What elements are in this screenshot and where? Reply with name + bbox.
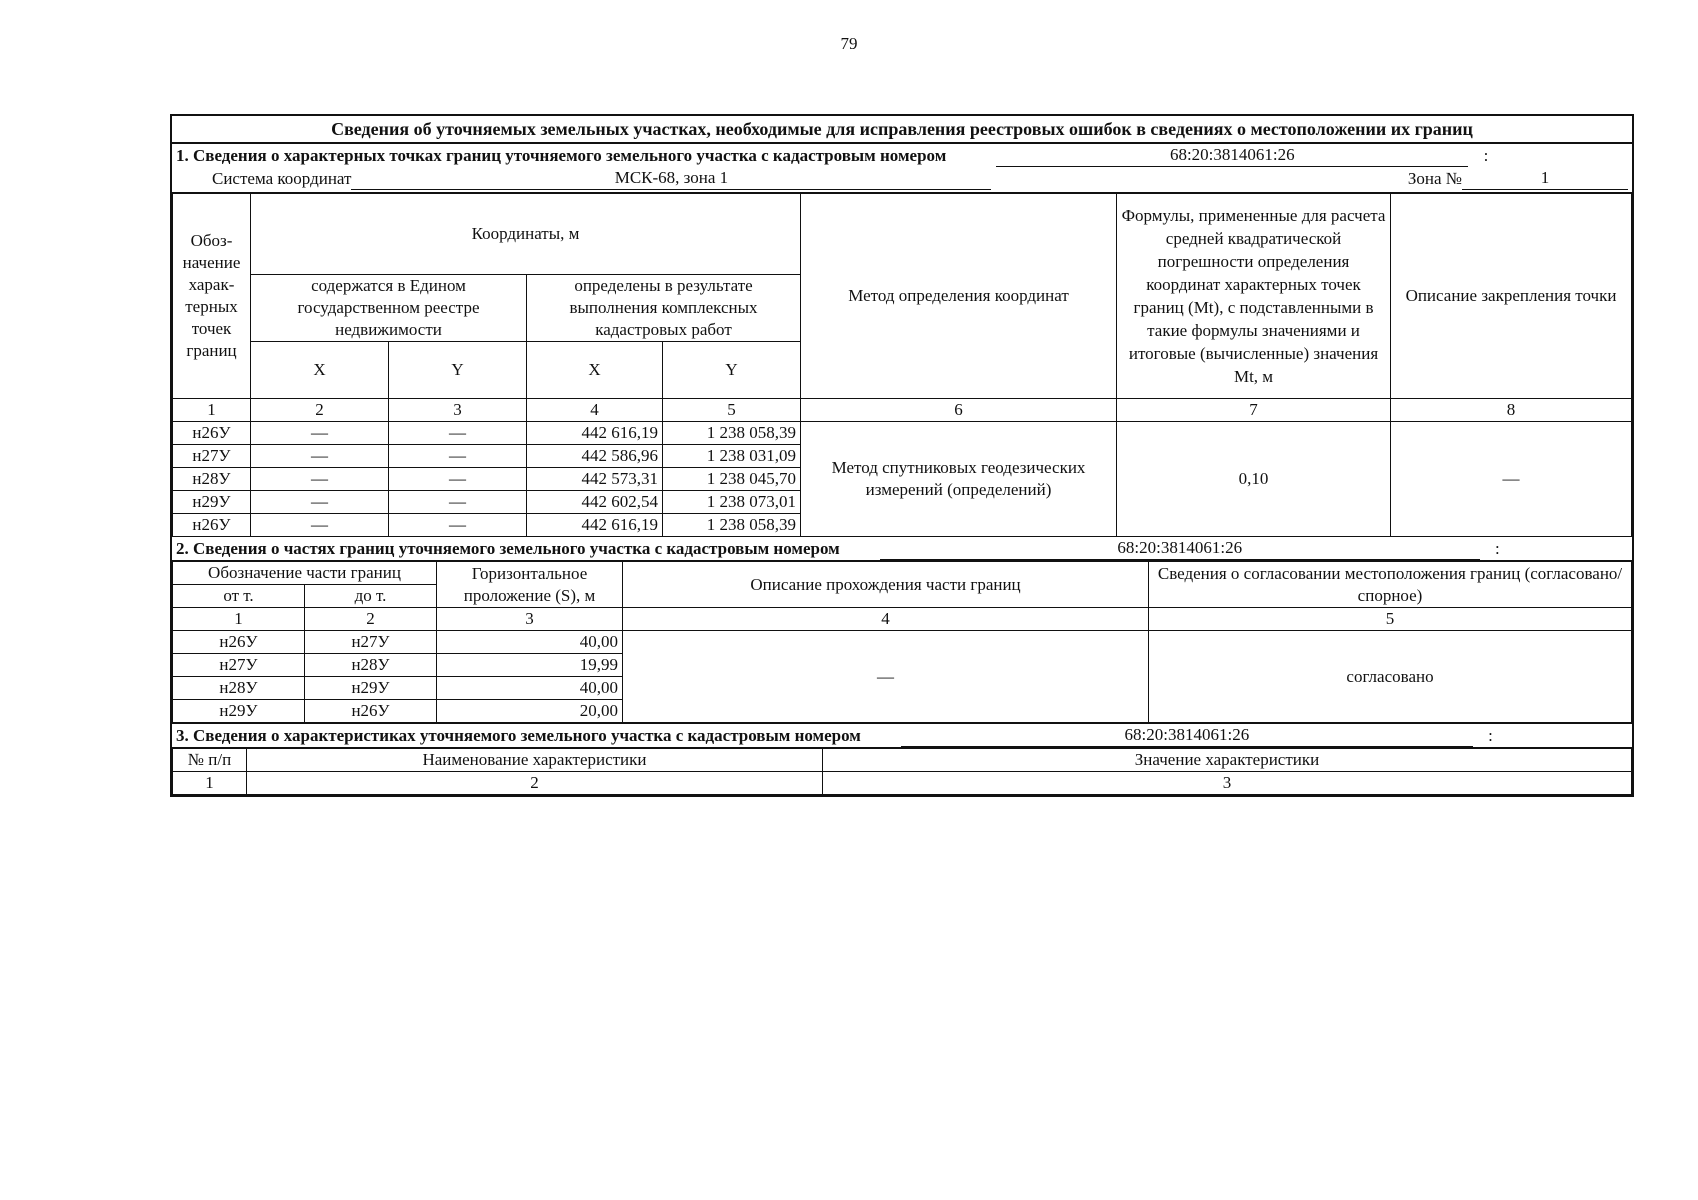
document-form bbox=[170, 114, 1634, 797]
section3-label: 3. Сведения о характеристиках уточняемого земельного участка с кадастровым номером bbox=[176, 726, 861, 745]
x-value: 442 586,96 bbox=[527, 445, 663, 468]
x-value: 442 616,19 bbox=[527, 514, 663, 537]
hdr-method: Метод определения координат bbox=[801, 194, 1117, 399]
characteristics-table bbox=[172, 748, 1632, 795]
section1-header bbox=[172, 144, 1632, 193]
col-number: 5 bbox=[1149, 608, 1632, 631]
col-number-row bbox=[173, 608, 1632, 631]
section2-cadastral: 68:20:3814061:26 bbox=[880, 537, 1480, 560]
x-egrn: — bbox=[251, 445, 389, 468]
section3-colon: : bbox=[1488, 726, 1493, 745]
x-value: 442 573,31 bbox=[527, 468, 663, 491]
x-egrn: — bbox=[251, 491, 389, 514]
y-egrn: — bbox=[389, 468, 527, 491]
method-value: Метод спутниковых геодезических измерений (определений) bbox=[801, 422, 1117, 537]
x-egrn: — bbox=[251, 514, 389, 537]
col-number: 1 bbox=[173, 399, 251, 422]
hdr-in-egrn: содержатся в Едином государственном реестре недвижимости bbox=[251, 275, 527, 342]
point-name: н27У bbox=[173, 445, 251, 468]
x-value: 442 602,54 bbox=[527, 491, 663, 514]
coord-system-label: Система координат bbox=[212, 169, 352, 188]
table-row bbox=[173, 422, 1632, 445]
from-point: н26У bbox=[173, 631, 305, 654]
from-point: н29У bbox=[173, 700, 305, 723]
x-value: 442 616,19 bbox=[527, 422, 663, 445]
col-number: 2 bbox=[251, 399, 389, 422]
hdr-from-works: определены в результате выполнения комплексных кадастровых работ bbox=[527, 275, 801, 342]
col-number: 3 bbox=[437, 608, 623, 631]
parts-table bbox=[172, 561, 1632, 723]
section1-cadastral: 68:20:3814061:26 bbox=[996, 144, 1468, 167]
fixing-value: — bbox=[1391, 422, 1632, 537]
points-table bbox=[172, 193, 1632, 537]
y-value: 1 238 045,70 bbox=[663, 468, 801, 491]
zone-label: Зона № bbox=[1407, 169, 1462, 188]
col-number: 2 bbox=[305, 608, 437, 631]
section3-header bbox=[172, 723, 1632, 748]
col-number: 4 bbox=[623, 608, 1149, 631]
to-point: н28У bbox=[305, 654, 437, 677]
hdr-description: Описание прохождения части границ bbox=[623, 562, 1149, 608]
y-egrn: — bbox=[389, 491, 527, 514]
hdr-designation: Обоз-начение харак-терных точек границ bbox=[173, 194, 251, 399]
y-egrn: — bbox=[389, 514, 527, 537]
point-name: н26У bbox=[173, 514, 251, 537]
col-number: 3 bbox=[823, 772, 1632, 795]
mt-value: 0,10 bbox=[1117, 422, 1391, 537]
section1-label: 1. Сведения о характерных точках границ уточняемого земельного участка с кадастровым номером bbox=[176, 146, 947, 165]
page-number: 79 bbox=[840, 34, 858, 53]
table-row bbox=[173, 631, 1632, 654]
length-value: 40,00 bbox=[437, 677, 623, 700]
y-value: 1 238 058,39 bbox=[663, 422, 801, 445]
length-value: 40,00 bbox=[437, 631, 623, 654]
section3-cadastral: 68:20:3814061:26 bbox=[901, 724, 1473, 747]
hdr-name: Наименование характеристики bbox=[247, 749, 823, 772]
hdr-x2: X bbox=[527, 342, 663, 399]
y-value: 1 238 031,09 bbox=[663, 445, 801, 468]
x-egrn: — bbox=[251, 422, 389, 445]
col-number: 7 bbox=[1117, 399, 1391, 422]
hdr-num: № п/п bbox=[173, 749, 247, 772]
section2-colon: : bbox=[1495, 539, 1500, 558]
point-name: н28У bbox=[173, 468, 251, 491]
zone-value: 1 bbox=[1462, 167, 1628, 190]
hdr-from: от т. bbox=[173, 585, 305, 608]
hdr-fixing: Описание закрепления точки bbox=[1391, 194, 1632, 399]
y-egrn: — bbox=[389, 445, 527, 468]
from-point: н27У bbox=[173, 654, 305, 677]
hdr-value: Значение характеристики bbox=[823, 749, 1632, 772]
y-value: 1 238 058,39 bbox=[663, 514, 801, 537]
x-egrn: — bbox=[251, 468, 389, 491]
col-number: 8 bbox=[1391, 399, 1632, 422]
section1-colon: : bbox=[1483, 146, 1489, 165]
hdr-y2: Y bbox=[663, 342, 801, 399]
y-egrn: — bbox=[389, 422, 527, 445]
col-number: 4 bbox=[527, 399, 663, 422]
hdr-formulas: Формулы, примененные для расчета средней квадратической погрешности определения координат характерных точек границ (Mt), с подставленными в такие формулы значениями и итоговые (вычисленные) значения Mt, м bbox=[1117, 194, 1391, 399]
coord-system-value: МСК-68, зона 1 bbox=[351, 167, 991, 190]
from-point: н28У bbox=[173, 677, 305, 700]
hdr-y1: Y bbox=[389, 342, 527, 399]
col-number-row bbox=[173, 399, 1632, 422]
col-number: 5 bbox=[663, 399, 801, 422]
col-number: 2 bbox=[247, 772, 823, 795]
hdr-coordinates: Координаты, м bbox=[251, 194, 801, 275]
agreement-value: согласовано bbox=[1149, 631, 1632, 723]
hdr-length: Горизонтальное проложение (S), м bbox=[437, 562, 623, 608]
length-value: 20,00 bbox=[437, 700, 623, 723]
form-title: Сведения об уточняемых земельных участках, необходимые для исправления реестровых ошибок в сведениях о местоположении их границ bbox=[172, 116, 1632, 144]
col-number: 6 bbox=[801, 399, 1117, 422]
section2-header bbox=[172, 537, 1632, 561]
col-number: 3 bbox=[389, 399, 527, 422]
to-point: н26У bbox=[305, 700, 437, 723]
point-name: н26У bbox=[173, 422, 251, 445]
description-value: — bbox=[623, 631, 1149, 723]
hdr-part-designation: Обозначение части границ bbox=[173, 562, 437, 585]
hdr-agreement: Сведения о согласовании местоположения границ (согласовано/спорное) bbox=[1149, 562, 1632, 608]
to-point: н29У bbox=[305, 677, 437, 700]
section2-label: 2. Сведения о частях границ уточняемого земельного участка с кадастровым номером bbox=[176, 539, 840, 558]
hdr-x1: X bbox=[251, 342, 389, 399]
col-number: 1 bbox=[173, 772, 247, 795]
length-value: 19,99 bbox=[437, 654, 623, 677]
col-number-row bbox=[173, 772, 1632, 795]
hdr-to: до т. bbox=[305, 585, 437, 608]
col-number: 1 bbox=[173, 608, 305, 631]
point-name: н29У bbox=[173, 491, 251, 514]
to-point: н27У bbox=[305, 631, 437, 654]
y-value: 1 238 073,01 bbox=[663, 491, 801, 514]
